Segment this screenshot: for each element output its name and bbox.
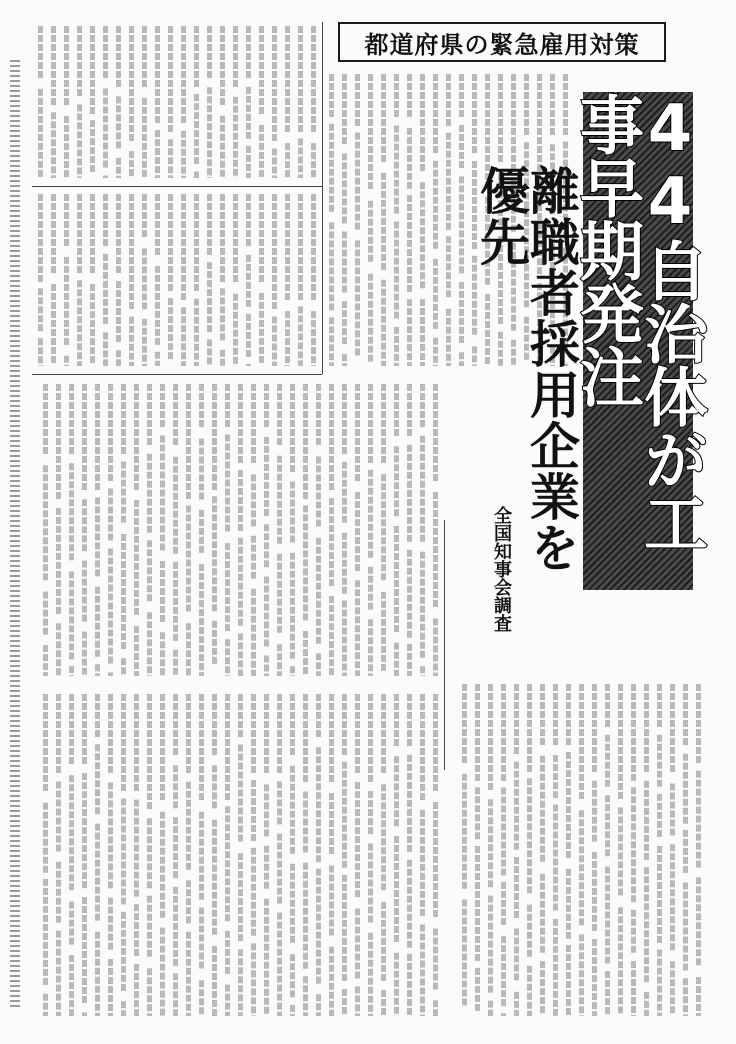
section-kicker: 都道府県の緊急雇用対策 <box>338 22 666 62</box>
body-column-top-right <box>322 70 572 370</box>
body-column-mid-left <box>32 190 320 370</box>
sub-headline: 離職者採用企業を優先 <box>472 165 581 573</box>
main-headline: 44自治体が工事早期発注 <box>583 92 693 590</box>
perforated-edge <box>10 60 20 1010</box>
body-column-lower-right <box>450 680 705 1020</box>
byline: 全国知事会調査 <box>491 506 512 632</box>
body-column-upper-left <box>32 22 320 182</box>
body-column-bottom-left <box>32 690 442 1020</box>
body-column-lower-left <box>32 380 442 680</box>
tier-rule-right <box>444 520 445 770</box>
tier-rule-2 <box>32 186 322 187</box>
tier-rule-1 <box>32 374 322 375</box>
